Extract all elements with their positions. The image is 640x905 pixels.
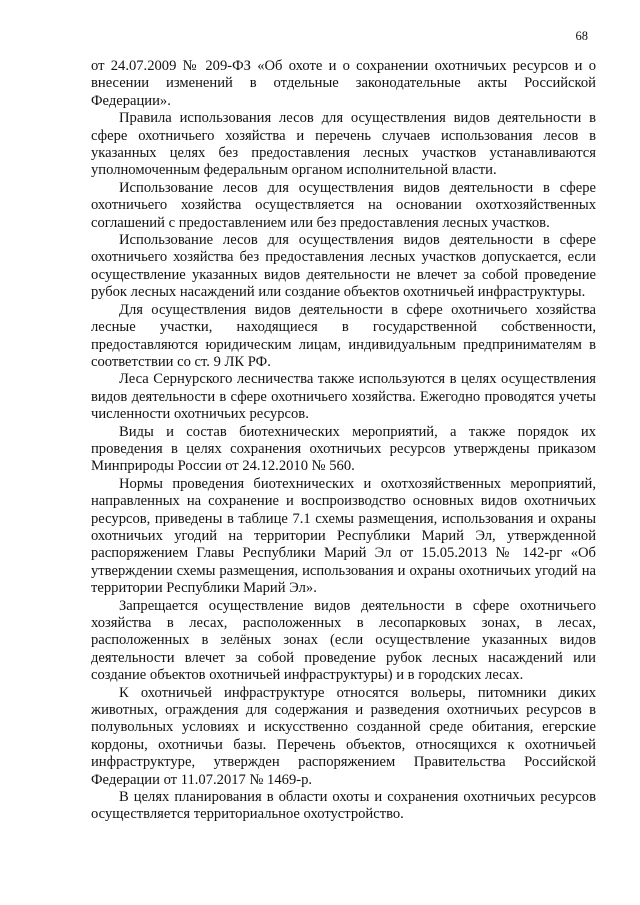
paragraph: Виды и состав биотехнических мероприятий, а также порядок их проведения в целях сохранения охотничьих ресурсов утверждены приказом Минприроды России от 24.12.2010 № 560. (91, 423, 596, 475)
paragraph: Правила использования лесов для осуществления видов деятельности в сфере охотничьего хозяйства и перечень случаев использования лесов в указанных целях без предоставления лесных участков устанавливаются уполномоченным федеральным органом исполнительной власти. (91, 110, 596, 179)
page-number: 68 (575, 29, 588, 43)
paragraph: Для осуществления видов деятельности в сфере охотничьего хозяйства лесные участки, находящиеся в государственной собственности, предоставляются юридическим лицам, индивидуальным предпринимателям в соответствии со ст. 9 ЛК РФ. (91, 301, 596, 370)
paragraph: В целях планирования в области охоты и сохранения охотничьих ресурсов осуществляется территориальное охотустройство. (91, 789, 596, 823)
paragraph: Использование лесов для осуществления видов деятельности в сфере охотничьего хозяйства без предоставления лесных участков допускается, если осуществление указанных видов деятельности не влечет за собой проведение рубок лесных насаждений или создание объектов охотничьей инфраструктуры. (91, 232, 596, 301)
paragraph: К охотничьей инфраструктуре относятся вольеры, питомники диких животных, ограждения для содержания и разведения охотничьих ресурсов в полувольных условиях и искусственно созданной среде обитания, егерские кордоны, охотничьи базы. Перечень объектов, относящихся к охотничьей инфраструктуре, утвержден распоряжением Правительства Российской Федерации от 11.07.2017 № 1469-р. (91, 684, 596, 788)
paragraph: Запрещается осуществление видов деятельности в сфере охотничьего хозяйства в лесах, расположенных в лесопарковых зонах, в лесах, расположенных в зелёных зонах (если осуществление указанных видов деятельности влечет за собой проведение рубок лесных насаждений или создание объектов охотничьей инфраструктуры) и в городских лесах. (91, 597, 596, 684)
paragraph: Нормы проведения биотехнических и охотхозяйственных мероприятий, направленных на сохранение и воспроизводство основных видов охотничьих ресурсов, приведены в таблице 7.1 схемы размещения, использования и охраны охотничьих угодий на территории Республики Марий Эл, утвержденной распоряжением Главы Республики Марий Эл от 15.05.2013 № 142-рг «Об утверждении схемы размещения, использования и охраны охотничьих угодий на территории Республики Марий Эл». (91, 475, 596, 597)
paragraph-continuation: от 24.07.2009 № 209-ФЗ «Об охоте и о сохранении охотничьих ресурсов и о внесении изменений в отдельные законодательные акты Российской Федерации». (91, 58, 596, 109)
paragraph: Использование лесов для осуществления видов деятельности в сфере охотничьего хозяйства осуществляется на основании охотхозяйственных соглашений с предоставлением или без предоставления лесных участков. (91, 179, 596, 231)
document-body (91, 58, 596, 824)
paragraph: Леса Сернурского лесничества также используются в целях осуществления видов деятельности в сфере охотничьего хозяйства. Ежегодно проводятся учеты численности охотничьих ресурсов. (91, 371, 596, 423)
